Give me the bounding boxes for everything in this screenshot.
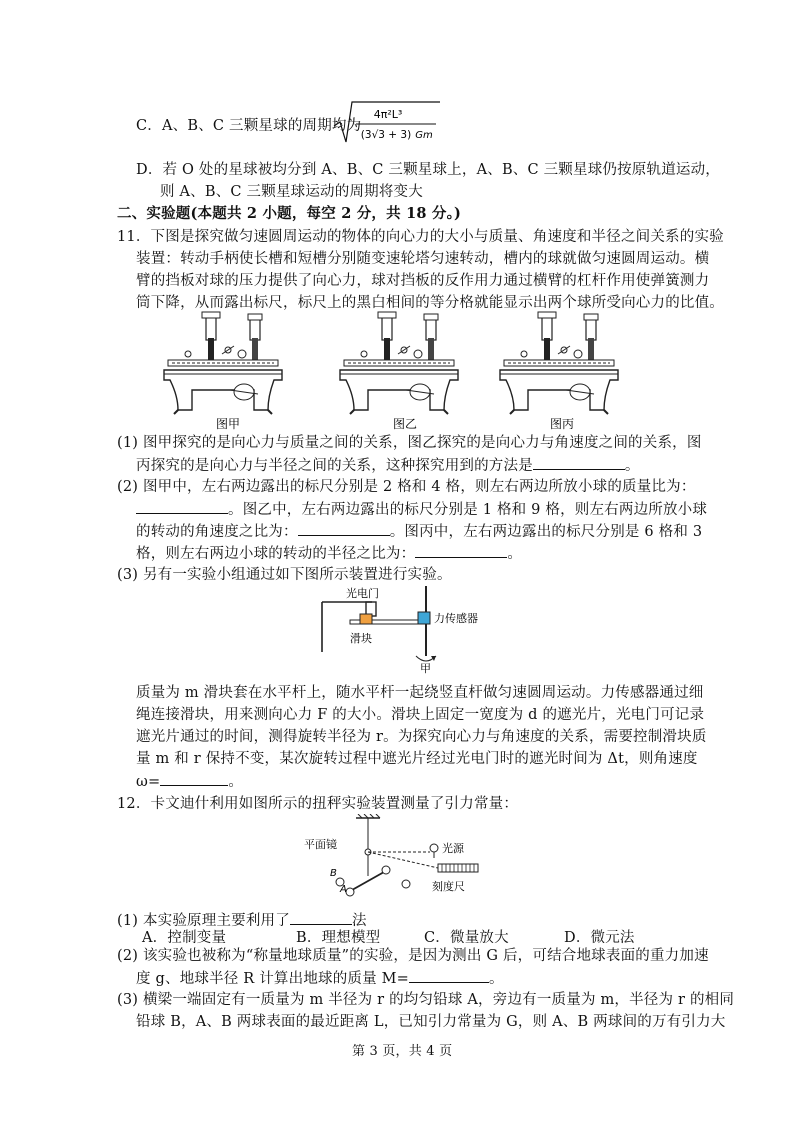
answer-blank-radius-ratio[interactable] xyxy=(415,543,507,558)
q12-1-suffix: 法 xyxy=(351,913,367,929)
answer-blank-earth-mass[interactable] xyxy=(409,968,489,983)
page-footer: 第 3 页，共 4 页 xyxy=(352,1044,453,1059)
answer-blank-mass-ratio[interactable] xyxy=(136,499,228,514)
formula-denominator-right: Gm xyxy=(415,130,433,141)
q11-intro-line2: 装置：转动手柄使长槽和短槽分别随变速轮塔匀速转动，槽内的球就做匀速圆周运动。横 xyxy=(136,251,710,267)
q11-3-line4: 量 m 和 r 保持不变，某次旋转过程中遮光片经过光电门时的遮光时间为 Δt，则角速度 xyxy=(136,751,698,767)
label-photogate: 光电门 xyxy=(346,587,379,600)
q11-3-line3: 遮光片通过的时间，测得旋转半径为 r。为探究向心力与角速度的关系，需要控制滑块质 xyxy=(136,729,707,745)
label-ball-b: B xyxy=(330,868,337,879)
option-b[interactable]: B．理想模型 xyxy=(296,930,381,946)
rotating-rod-apparatus xyxy=(312,584,492,674)
q11-3-intro: (3) 另有一实验小组通过如下图所示装置进行实验。 xyxy=(117,567,452,583)
option-d-line2: 则 A、B、C 三颗星球运动的周期将变大 xyxy=(160,184,423,200)
caption-yi: 图乙 xyxy=(392,417,418,431)
answer-blank-omega-ratio[interactable] xyxy=(298,521,390,536)
option-d-micro[interactable]: D．微元法 xyxy=(564,930,635,946)
option-d-line1: D．若 O 处的星球被均分到 A、B、C 三颗星球上，A、B、C 三颗星球仍按原轨道运动， xyxy=(136,162,720,178)
q11-2-line3 xyxy=(136,521,702,542)
label-light: 光源 xyxy=(442,842,464,855)
q11-2-line1: (2) 图甲中，左右两边露出的标尺分别是 2 格和 4 格，则左右两边所放小球的质量比为： xyxy=(117,479,696,495)
apparatus-jia xyxy=(164,312,282,414)
q12-1-text: (1) 本实验原理主要利用了 xyxy=(117,913,290,929)
q12-3-line1: (3) 横梁一端固定有一质量为 m 半径为 r 的均匀铅球 A，旁边有一质量为 m，半径为 r 的相同 xyxy=(117,992,735,1008)
q12-intro: 12．卡文迪什利用如图所示的扭秤实验装置测量了引力常量： xyxy=(117,796,519,812)
option-c-amplify[interactable]: C．微量放大 xyxy=(424,930,509,946)
label-slider: 滑块 xyxy=(350,632,372,645)
label-scale: 刻度尺 xyxy=(432,880,465,893)
q11-intro-line3: 臂的挡板对球的压力提供了向心力，球对挡板的反作用力通过横臂的杠杆作用使弹簧测力 xyxy=(136,273,710,289)
q11-3-line1: 质量为 m 滑块套在水平杆上，随水平杆一起绕竖直杆做匀速圆周运动。力传感器通过细 xyxy=(136,685,704,701)
q11-3-line5 xyxy=(136,771,243,792)
answer-blank-omega[interactable] xyxy=(160,771,228,786)
apparatus-bing xyxy=(500,312,618,414)
formula-numerator: 4π²L³ xyxy=(373,108,403,121)
q11-3-omega: ω= xyxy=(136,774,161,790)
q11-2-text-d: 格，则左右两边小球的转动的半径之比为： xyxy=(136,546,416,562)
q11-2-text-b: 的转动的角速度之比为： xyxy=(136,524,298,540)
q11-2-end: 。 xyxy=(507,546,523,562)
label-jia: 甲 xyxy=(420,662,431,674)
option-c: C．A、B、C 三颗星球的周期均为 xyxy=(136,118,362,134)
answer-blank-principle[interactable] xyxy=(290,910,352,925)
period-formula xyxy=(332,98,442,146)
q12-2-line1: (2) 该实验也被称为“称量地球质量”的实验，是因为测出 G 后，可结合地球表面的重力加速 xyxy=(117,948,709,964)
q11-1-end: 。 xyxy=(624,458,640,474)
q11-3-line2: 绳连接滑块，用来测向心力 F 的大小。滑块上固定一宽度为 d 的遮光片，光电门可记录 xyxy=(136,707,705,723)
label-force-sensor: 力传感器 xyxy=(434,612,478,625)
answer-blank-method[interactable] xyxy=(533,455,625,470)
formula-denominator-left: (3√3 + 3) xyxy=(360,129,412,141)
q11-2-line2 xyxy=(136,499,707,520)
q12-2-line2 xyxy=(136,968,504,989)
q11-intro-line1: 11．下图是探究做匀速圆周运动的物体的向心力的大小与质量、角速度和半径之间关系的实验 xyxy=(117,229,724,245)
q11-1-text: 丙探究的是向心力与半径之间的关系，这种探究用到的方法是 xyxy=(136,458,533,474)
section-title: 二、实验题(本题共 2 小题，每空 2 分，共 18 分。) xyxy=(117,205,462,222)
centripetal-apparatus-figures xyxy=(150,310,660,432)
caption-bing: 图丙 xyxy=(549,417,575,431)
q12-2-end: 。 xyxy=(489,971,504,987)
option-a[interactable]: A．控制变量 xyxy=(142,930,227,946)
q11-2-line4 xyxy=(136,543,522,564)
q11-1-line2 xyxy=(136,455,640,476)
apparatus-yi xyxy=(340,312,458,414)
label-ball-a: A xyxy=(340,884,347,895)
q11-intro-line4: 筒下降，从而露出标尺，标尺上的黑白相间的等分格就能显示出两个球所受向心力的比值。 xyxy=(136,295,724,311)
caption-jia: 图甲 xyxy=(215,417,241,431)
label-mirror: 平面镜 xyxy=(304,838,337,851)
q12-3-line2: 铅球 B，A、B 两球表面的最近距离 L，已知引力常量为 G，则 A、B 两球间的万有引力大 xyxy=(136,1014,726,1030)
torsion-balance-figure xyxy=(300,814,500,914)
q11-2-text-a: 。图乙中，左右两边露出的标尺分别是 1 格和 9 格，则左右两边所放小球 xyxy=(228,502,708,518)
q11-3-end: 。 xyxy=(228,774,244,790)
q11-1-line1: (1) 图甲探究的是向心力与质量之间的关系，图乙探究的是向心力与角速度之间的关系，图 xyxy=(117,435,702,451)
q12-2-text: 度 g、地球半径 R 计算出地球的质量 M= xyxy=(136,971,410,987)
q11-2-text-c: 。图丙中，左右两边露出的标尺分别是 6 格和 3 xyxy=(389,524,703,540)
